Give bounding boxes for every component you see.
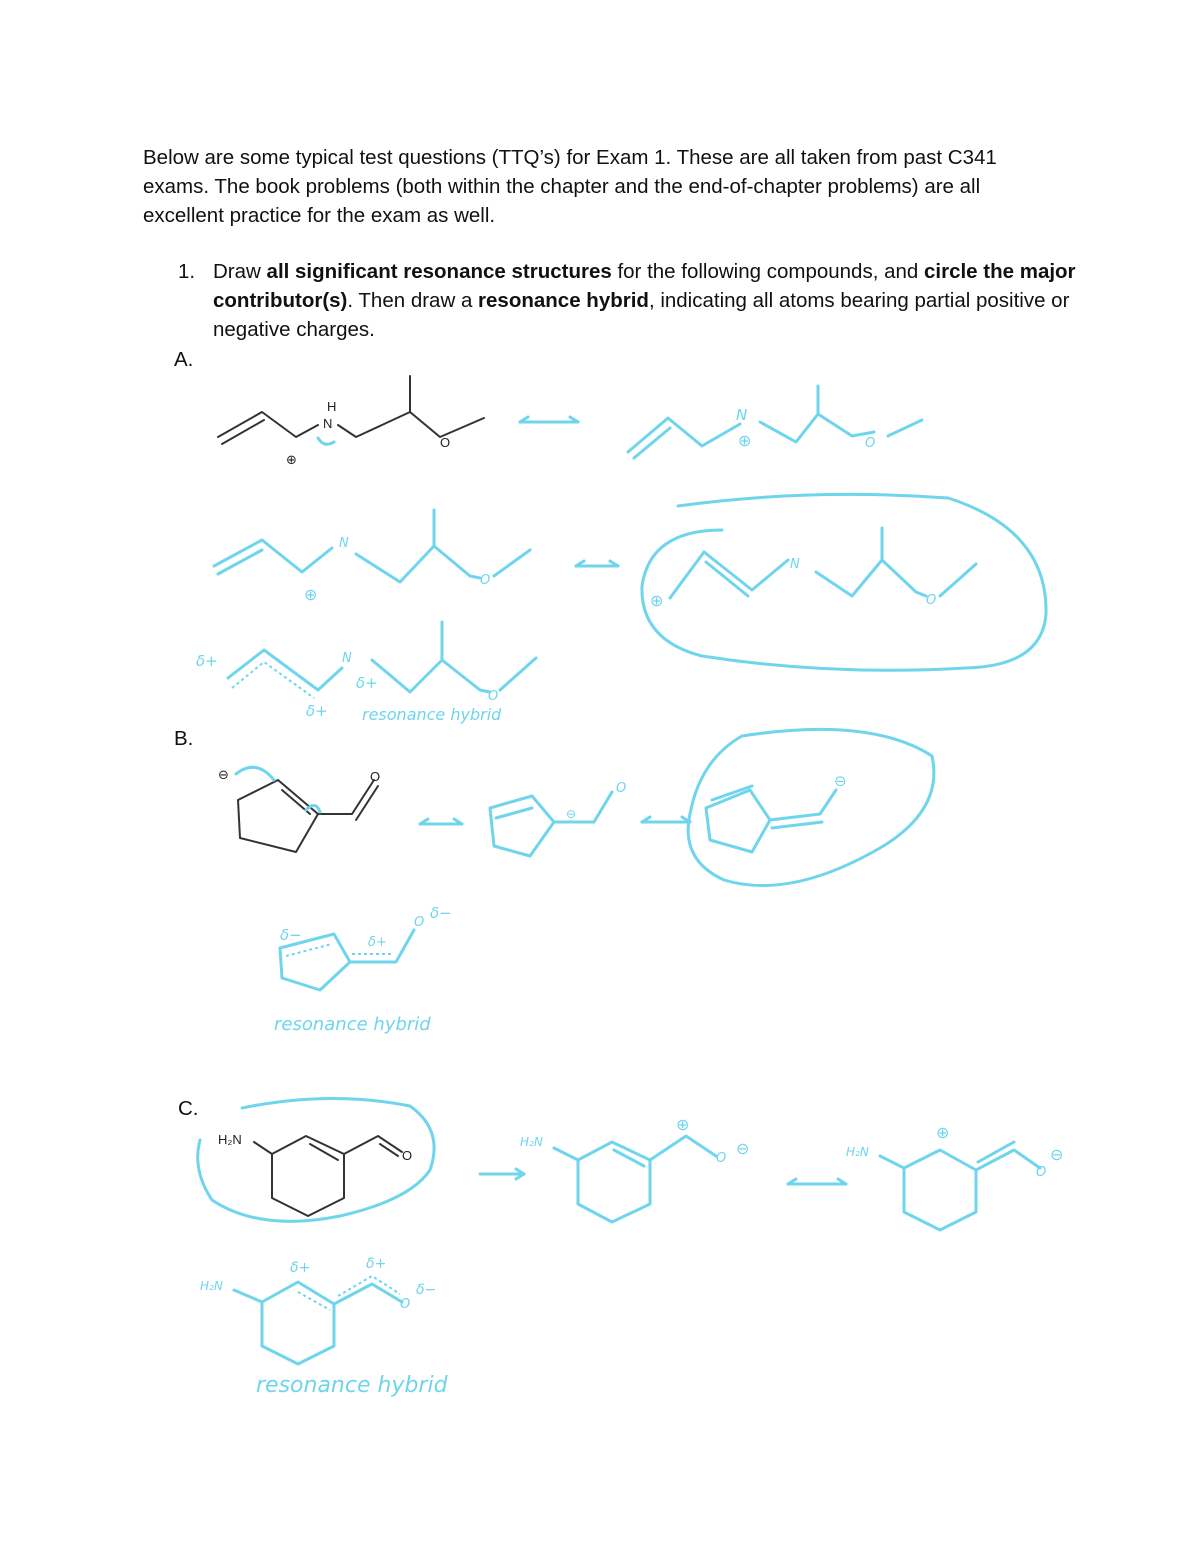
- ink-atom-o-b3: O: [414, 915, 425, 930]
- ink-delta-minus-b2: δ−: [430, 904, 452, 922]
- hybrid-label-b: resonance hybrid: [274, 1014, 431, 1035]
- ink-atom-o: O: [865, 436, 876, 451]
- ink-delta-minus-b1: δ−: [280, 926, 302, 944]
- ink-delta-plus-a2: δ+: [306, 702, 328, 720]
- ink-atom-o-c3: O: [400, 1297, 411, 1312]
- structure-a-major-circled: [642, 494, 1046, 670]
- atom-o-c: O: [402, 1148, 413, 1163]
- charge-minus-b: ⊖: [218, 767, 229, 782]
- hybrid-label-a: resonance hybrid: [362, 705, 502, 724]
- structure-b-hybrid: [274, 904, 452, 1035]
- ink-atom-o-c1: O: [716, 1151, 727, 1166]
- atom-h2n-c: H₂N: [218, 1132, 242, 1147]
- structure-b-major-circled: [688, 729, 934, 885]
- ink-atom-n-3: N: [790, 557, 800, 572]
- ink-plus-c1: ⊕: [676, 1115, 690, 1134]
- structure-a-printed: [218, 376, 484, 467]
- question-text-part: , indicating all atoms bearing partial positive or negative charges.: [213, 289, 1070, 341]
- ink-delta-plus-a1: δ+: [196, 652, 218, 670]
- ink-atom-o-b: O: [616, 781, 627, 796]
- ink-minus-c1: ⊖: [736, 1139, 750, 1158]
- ink-charge-minus-b2: ⊖: [834, 772, 847, 790]
- atom-h: H: [327, 399, 337, 414]
- question-text-part: resonance hybrid: [478, 289, 649, 312]
- ink-charge-plus-2: ⊕: [304, 585, 318, 604]
- ink-h2n-c3: H₂N: [200, 1279, 223, 1293]
- ink-atom-o-2: O: [480, 573, 491, 588]
- structure-b-ink-1: [420, 781, 690, 856]
- question-text-part: . Then draw a: [347, 289, 479, 312]
- part-label-b: B.: [174, 727, 194, 750]
- ink-atom-n-2: N: [339, 536, 349, 551]
- ink-atom-o-3: O: [926, 593, 937, 608]
- ink-delta-plus-c2: δ+: [366, 1256, 387, 1272]
- ink-delta-minus-c: δ−: [416, 1282, 437, 1298]
- ink-atom-o-c2: O: [1036, 1165, 1047, 1180]
- structure-a-ink-1: [520, 386, 922, 458]
- ink-atom-o-4: O: [488, 689, 499, 704]
- question-text-part: Draw: [213, 260, 267, 283]
- ink-h2n-c2: H₂N: [846, 1145, 869, 1159]
- question-number: 1.: [178, 260, 196, 283]
- atom-o-b: O: [370, 769, 381, 784]
- part-label-a: A.: [174, 348, 194, 371]
- charge-plus: ⊕: [286, 452, 297, 467]
- ink-plus-c2: ⊕: [936, 1123, 950, 1142]
- ink-h2n-c1: H₂N: [520, 1135, 543, 1149]
- question-text-part: all significant resonance structures: [266, 260, 612, 283]
- structure-c-hybrid: [200, 1256, 449, 1398]
- ink-delta-plus-c1: δ+: [290, 1260, 311, 1276]
- atom-n: N: [323, 416, 333, 431]
- structure-a-hybrid: [196, 622, 536, 724]
- ink-delta-plus-a3: δ+: [356, 674, 378, 692]
- part-label-c: C.: [178, 1097, 199, 1120]
- ink-minus-c2: ⊖: [1050, 1145, 1064, 1164]
- structure-c-ink-1: [480, 1115, 846, 1222]
- structure-c-ink-2: [846, 1123, 1063, 1230]
- ink-charge-plus: ⊕: [738, 431, 752, 450]
- atom-o: O: [440, 435, 451, 450]
- question-text-part: circle the major contributor(s): [213, 260, 1076, 312]
- structure-b-printed: [218, 767, 380, 852]
- ink-atom-n: N: [736, 406, 748, 424]
- structure-c-major-circled: [198, 1098, 434, 1221]
- ink-atom-n-4: N: [342, 651, 352, 666]
- intro-paragraph: Below are some typical test questions (TTQ’s) for Exam 1. These are all taken from past C341 exams. The book problems (both within the chapter and the end-of-chapter problems) are all excellent practice for the exam as well.: [143, 146, 997, 227]
- structure-a-ink-2: [214, 510, 618, 604]
- ink-charge-plus-3: ⊕: [650, 591, 664, 610]
- ink-delta-plus-b: δ+: [368, 935, 387, 950]
- question-text-part: for the following compounds, and: [611, 260, 924, 283]
- hybrid-label-c: resonance hybrid: [256, 1373, 448, 1398]
- ink-charge-minus-b: ⊖: [566, 807, 577, 821]
